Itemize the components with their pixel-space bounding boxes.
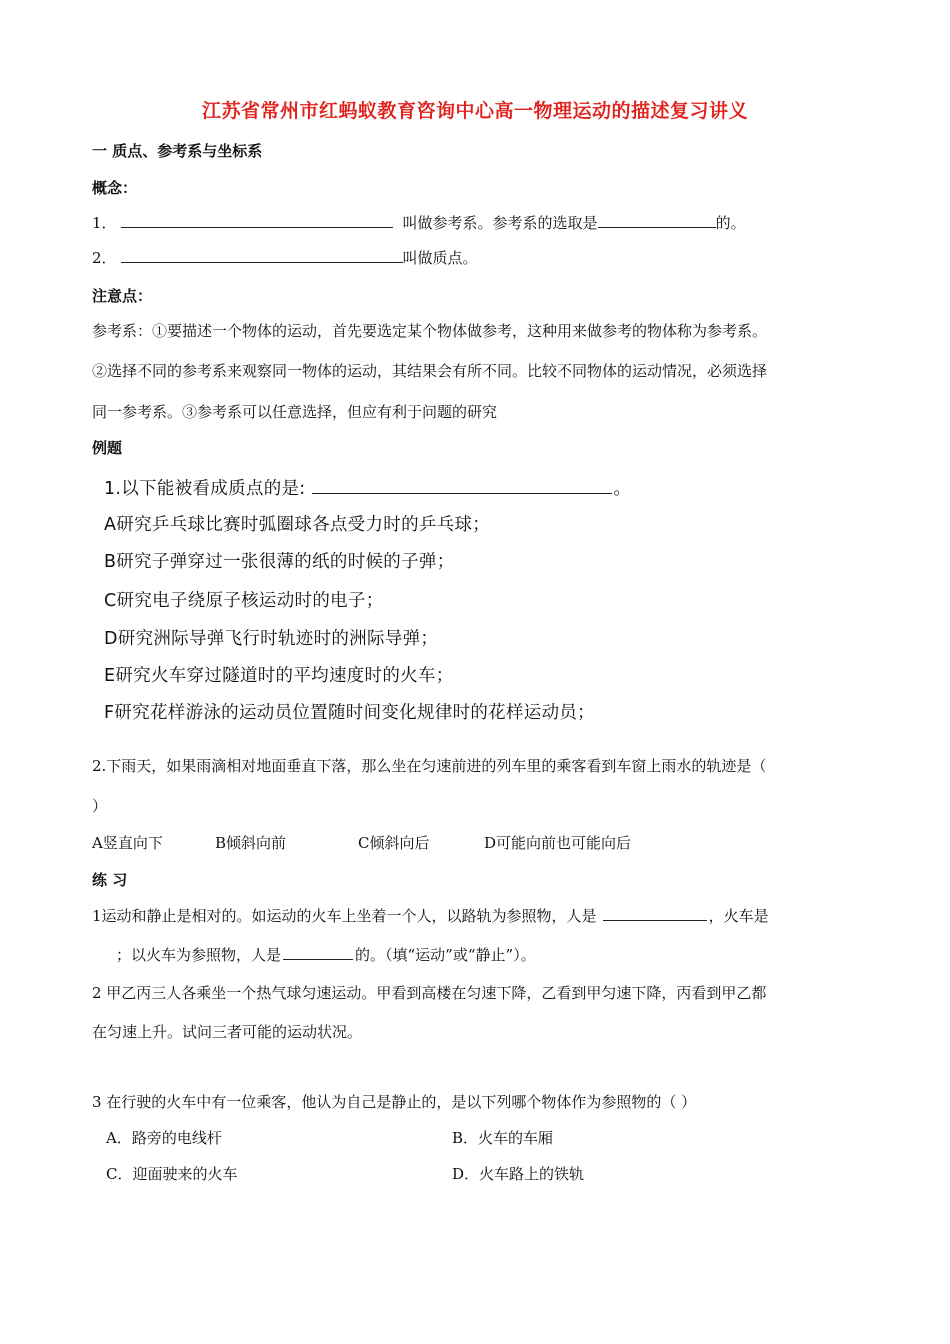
option-b: B研究子弹穿过一张很薄的纸的时候的子弹； — [104, 552, 455, 572]
fill-blank — [312, 476, 612, 494]
concept-item-1-end: 的。 — [715, 214, 746, 232]
practice-1-text-c: ；以火车为参照物，人是 — [116, 946, 282, 964]
document-title: 江苏省常州市红蚂蚁教育咨询中心高一物理运动的描述复习讲义 — [201, 100, 748, 122]
practice-3-option-d: D．火车路上的铁轨 — [452, 1165, 585, 1183]
practice-1-text-a: 1运动和静止是相对的。如运动的火车上坐着一个人，以路轨为参照物，人是 — [92, 907, 597, 925]
concept-item-1-text: 叫做参考系。参考系的选取是 — [402, 214, 598, 232]
example-question-1-text: 1.以下能被看成质点的是: — [104, 479, 306, 499]
practice-2-line-2: 在匀速上升。试问三者可能的运动状况。 — [92, 1023, 363, 1041]
concept-item-1 — [92, 212, 746, 233]
option-e: E研究火车穿过隧道时的平均速度时的火车； — [104, 666, 454, 686]
fill-blank — [283, 944, 353, 960]
q2-option-b: B倾斜向前 — [215, 834, 287, 852]
example-question-1-end: 。 — [613, 479, 632, 499]
concept-item-1-number: 1． — [92, 214, 117, 232]
concept-item-2 — [92, 247, 478, 268]
practice-1-text-d: 的。（填“运动”或“静止”）。 — [355, 946, 536, 964]
fill-blank — [121, 247, 403, 263]
practice-1-text-b: ，火车是 — [708, 907, 769, 925]
fill-blank — [603, 905, 707, 921]
fill-blank — [598, 212, 716, 228]
concept-item-2-text: 叫做质点。 — [402, 249, 478, 267]
practice-label: 练 习 — [92, 871, 128, 889]
q2-option-a: A竖直向下 — [92, 834, 163, 852]
q2-option-c: C倾斜向后 — [358, 834, 430, 852]
notes-line-2: ②选择不同的参考系来观察同一物体的运动，其结果会有所不同。比较不同物体的运动情况，必须选择 — [92, 362, 768, 380]
notes-label: 注意点： — [92, 287, 153, 305]
practice-3-option-b: B．火车的车厢 — [452, 1129, 554, 1147]
concept-item-2-number: 2． — [92, 249, 117, 267]
example-question-2-line-1: 2.下雨天，如果雨滴相对地面垂直下落，那么坐在匀速前进的列车里的乘客看到车窗上雨水的轨迹是（ — [92, 757, 767, 775]
option-c: C研究电子绕原子核运动时的电子； — [104, 591, 384, 611]
section-heading: 一 质点、参考系与坐标系 — [92, 142, 263, 160]
practice-3-option-c: C．迎面驶来的火车 — [106, 1165, 238, 1183]
practice-3-text: 3 在行驶的火车中有一位乘客，他认为自己是静止的，是以下列哪个物体作为参照物的（ ） — [92, 1093, 697, 1111]
notes-line-3: 同一参考系。③参考系可以任意选择，但应有利于问题的研究 — [92, 403, 498, 421]
examples-label: 例题 — [92, 439, 123, 457]
practice-1-line-2 — [92, 944, 536, 965]
example-question-1 — [104, 475, 631, 500]
practice-2-line-1: 2 甲乙丙三人各乘坐一个热气球匀速运动。甲看到高楼在匀速下降，乙看到甲匀速下降，丙看到甲乙都 — [92, 984, 767, 1002]
practice-1-line-1 — [92, 905, 769, 926]
concepts-label: 概念： — [92, 179, 138, 197]
fill-blank — [92, 945, 116, 960]
practice-3-option-a: A．路旁的电线杆 — [106, 1129, 222, 1147]
notes-line-1: 参考系：①要描述一个物体的运动，首先要选定某个物体做参考，这种用来做参考的物体称为参考系。 — [92, 322, 768, 340]
option-f: F研究花样游泳的运动员位置随时间变化规律时的花样运动员； — [104, 703, 595, 723]
option-a: A研究乒乓球比赛时弧圈球各点受力时的乒乓球； — [104, 515, 491, 535]
fill-blank — [121, 212, 393, 228]
q2-option-d: D可能向前也可能向后 — [484, 834, 632, 852]
option-d: D研究洲际导弹飞行时轨迹时的洲际导弹； — [104, 629, 439, 649]
example-question-2-line-2: ） — [92, 797, 108, 815]
